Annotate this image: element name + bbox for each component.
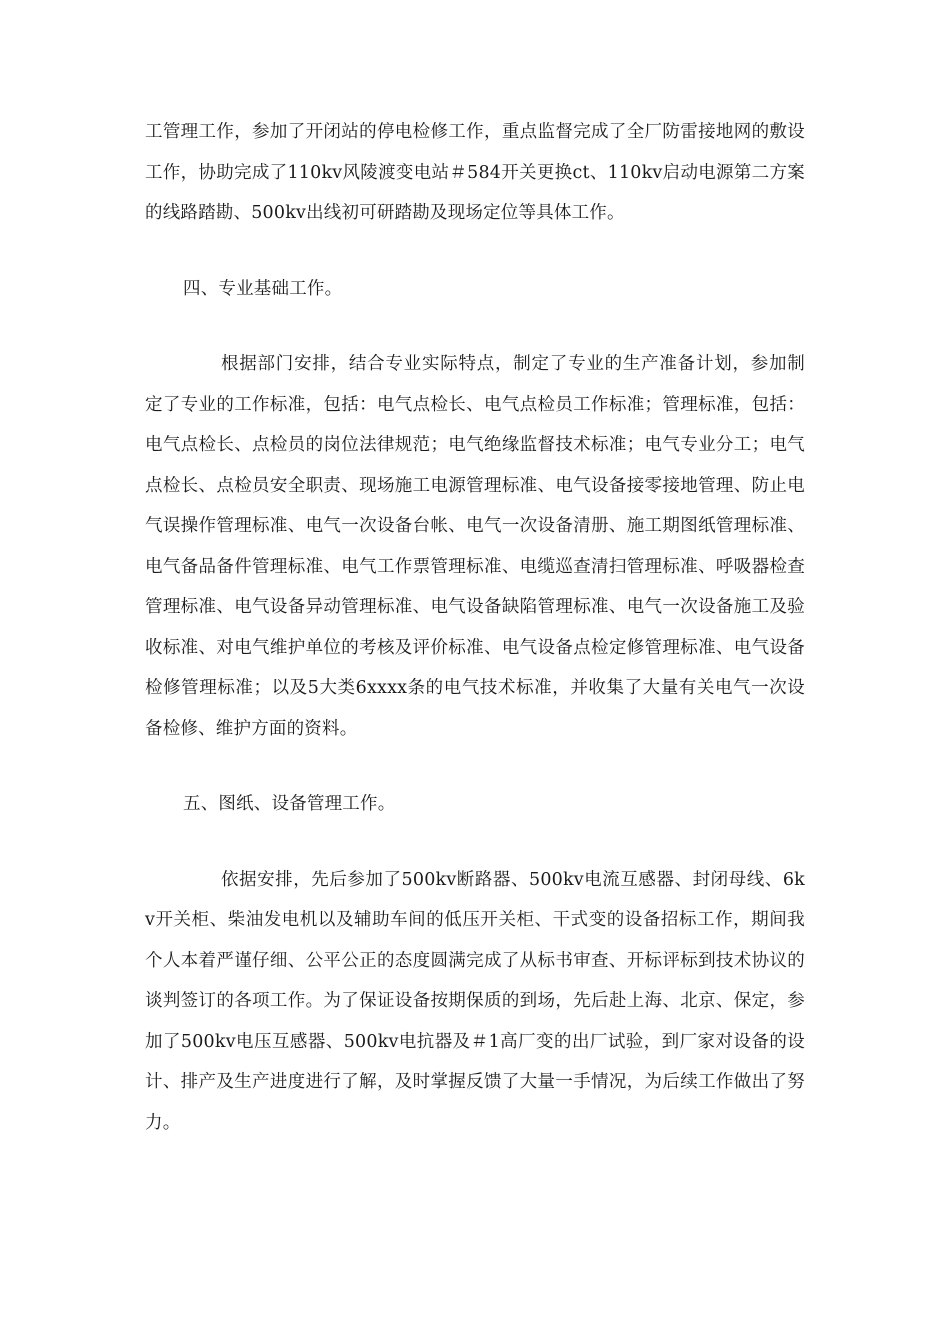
paragraph-equipment-management: 依据安排，先后参加了500kv断路器、500kv电流互感器、封闭母线、6kv开关柜、柴油发电机以及辅助车间的低压开关柜、干式变的设备招标工作，期间我个人本着严谨仔细、公平公正的态度圆满完成了从标书审查、开标评标到技术协议的谈判签订的各项工作。为了保证设备按期保质的到场，先后赴上海、北京、保定，参加了500kv电压互感器、500kv电抗器及＃1高厂变的出厂试验，到厂家对设备的设计、排产及生产进度进行了解，及时掌握反馈了大量一手情况，为后续工作做出了努力。 <box>145 869 805 1133</box>
section-heading-five: 五、图纸、设备管理工作。 <box>183 794 396 814</box>
paragraph-professional-basics: 根据部门安排，结合专业实际特点，制定了专业的生产准备计划，参加制定了专业的工作标准，包括：电气点检长、电气点检员工作标准；管理标准，包括：电气点检长、点检员的岗位法律规范；电气绝缘监督技术标准；电气专业分工；电气点检长、点检员安全职责、现场施工电源管理标准、电气设备接零接地管理、防止电气误操作管理标准、电气一次设备台帐、电气一次设备清册、施工期图纸管理标准、电气备品备件管理标准、电气工作票管理标准、电缆巡查清扫管理标准、呼吸器检查管理标准、电气设备异动管理标准、电气设备缺陷管理标准、电气一次设备施工及验收标准、对电气维护单位的考核及评价标准、电气设备点检定修管理标准、电气设备检修管理标准；以及5大类6xxxx条的电气技术标准，并收集了大量有关电气一次设备检修、维护方面的资料。 <box>145 354 805 739</box>
paragraph-continuation: 工管理工作，参加了开闭站的停电检修工作，重点监督完成了全厂防雷接地网的敷设工作，协助完成了110kv风陵渡变电站＃584开关更换ct、110kv启动电源第二方案的线路踏勘、500kv出线初可研踏勘及现场定位等具体工作。 <box>145 122 805 223</box>
document-body <box>145 112 805 1143</box>
section-heading-four: 四、专业基础工作。 <box>183 278 343 299</box>
